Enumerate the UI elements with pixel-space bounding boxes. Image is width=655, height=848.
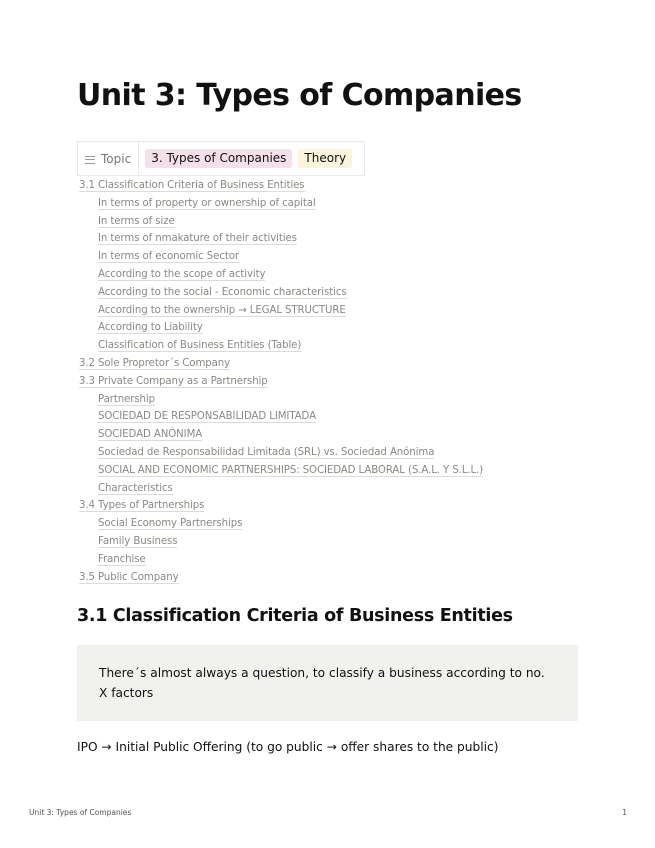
toc-link[interactable]: 3.2 Sole Propretor´s Company (79, 357, 231, 369)
toc-item[interactable] (79, 248, 483, 266)
toc-link[interactable]: Sociedad de Responsabilidad Limitada (SRL) vs. Sociedad Anónima (98, 446, 435, 458)
toc-link[interactable]: SOCIEDAD DE RESPONSABILIDAD LIMITADA (98, 411, 316, 423)
toc-link[interactable]: In terms of economic Sector (98, 251, 239, 263)
toc-item[interactable] (79, 355, 483, 373)
toc-link[interactable]: SOCIAL AND ECONOMIC PARTNERSHIPS: SOCIEDAD LABORAL (S.A.L. Y S.L.L.) (98, 464, 484, 476)
table-of-contents (79, 177, 483, 586)
toc-item[interactable] (79, 426, 483, 444)
toc-item[interactable] (79, 195, 483, 213)
toc-item[interactable] (79, 319, 483, 337)
toc-link[interactable]: According to the scope of activity (98, 268, 266, 280)
toc-link[interactable]: In terms of nmakature of their activities (98, 233, 297, 245)
toc-item[interactable] (79, 480, 483, 498)
toc-link[interactable]: Characteristics (98, 482, 173, 494)
toc-link[interactable]: Franchise (98, 553, 146, 565)
toc-item[interactable] (79, 515, 483, 533)
toc-link[interactable]: 3.5 Public Company (79, 571, 179, 583)
callout-block: There´s almost always a question, to classify a business according to no. X factors (77, 645, 578, 721)
tag-types-of-companies[interactable]: 3. Types of Companies (145, 149, 292, 168)
properties-table (77, 141, 365, 176)
footer-title: Unit 3: Types of Companies (29, 808, 132, 817)
toc-item[interactable] (79, 302, 483, 320)
toc-link[interactable]: 3.4 Types of Partnerships (79, 500, 205, 512)
property-key-label: Topic (101, 151, 132, 166)
ipo-paragraph: IPO → Initial Public Offering (to go public → offer shares to the public) (77, 740, 499, 754)
toc-link[interactable]: In terms of property or ownership of capital (98, 197, 316, 209)
section-heading: 3.1 Classification Criteria of Business Entities (77, 606, 513, 626)
toc-item[interactable] (79, 408, 483, 426)
toc-item[interactable] (79, 337, 483, 355)
toc-item[interactable] (79, 391, 483, 409)
toc-link[interactable]: Partnership (98, 393, 155, 405)
toc-item[interactable] (79, 266, 483, 284)
toc-item[interactable] (79, 497, 483, 515)
toc-link[interactable]: In terms of size (98, 215, 175, 227)
toc-item[interactable] (79, 444, 483, 462)
toc-item[interactable] (79, 373, 483, 391)
property-key-topic[interactable] (78, 142, 139, 175)
toc-link[interactable]: According to Liability (98, 322, 203, 334)
toc-item[interactable] (79, 230, 483, 248)
toc-item[interactable] (79, 569, 483, 587)
toc-link[interactable]: According to the ownership → LEGAL STRUCTURE (98, 304, 346, 316)
toc-link[interactable]: Family Business (98, 535, 178, 547)
footer-page-number: 1 (622, 808, 627, 817)
toc-item[interactable] (79, 462, 483, 480)
toc-link[interactable]: 3.3 Private Company as a Partnership (79, 375, 268, 387)
toc-item[interactable] (79, 551, 483, 569)
toc-link[interactable]: Social Economy Partnerships (98, 518, 243, 530)
list-icon (85, 156, 95, 164)
toc-item[interactable] (79, 213, 483, 231)
tag-theory[interactable]: Theory (298, 149, 352, 168)
toc-link[interactable]: 3.1 Classification Criteria of Business Entities (79, 180, 305, 191)
toc-item[interactable] (79, 284, 483, 302)
toc-link[interactable]: Classification of Business Entities (Table) (98, 340, 302, 352)
toc-item[interactable] (79, 533, 483, 551)
toc-link[interactable]: According to the social - Economic characteristics (98, 286, 347, 298)
property-value-topic[interactable] (139, 142, 364, 175)
page-title: Unit 3: Types of Companies (77, 78, 522, 113)
toc-link[interactable]: SOCIEDAD ANÓNIMA (98, 429, 203, 441)
toc-item[interactable] (79, 177, 483, 195)
